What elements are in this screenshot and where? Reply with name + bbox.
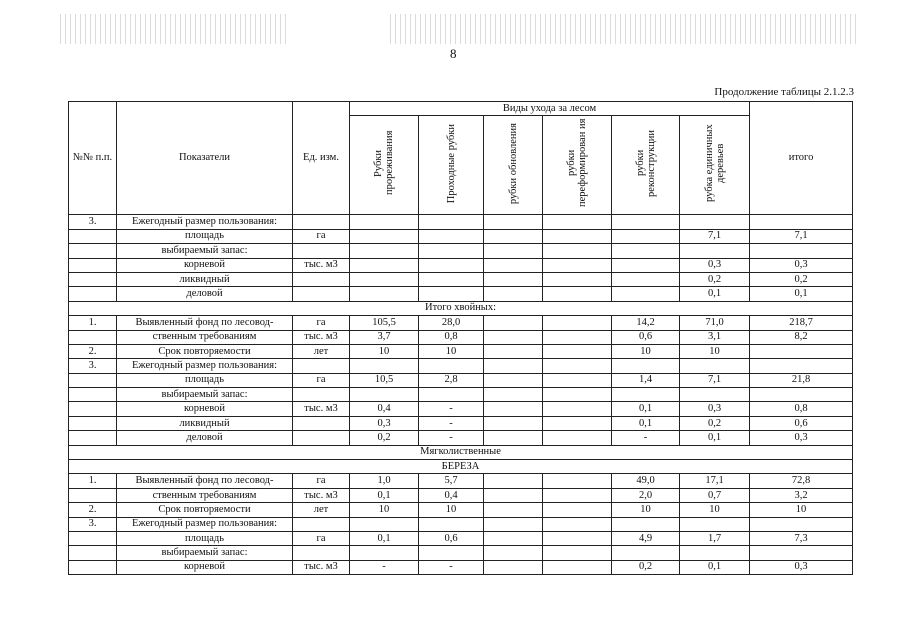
header-indicators: Показатели bbox=[117, 102, 293, 215]
cell-value bbox=[543, 316, 612, 330]
section-title: БЕРЕЗА bbox=[69, 460, 853, 474]
row-unit: га bbox=[293, 316, 350, 330]
table-row bbox=[69, 503, 853, 517]
cell-value bbox=[350, 359, 419, 373]
table-row bbox=[69, 373, 853, 387]
header-col-reformation: рубки переформирован ия bbox=[543, 116, 612, 215]
cell-value bbox=[484, 560, 543, 574]
row-label: корневой bbox=[117, 402, 293, 416]
cell-value bbox=[484, 316, 543, 330]
row-number bbox=[69, 488, 117, 502]
row-label: ликвидный bbox=[117, 416, 293, 430]
row-unit: га bbox=[293, 531, 350, 545]
cell-value bbox=[680, 517, 750, 531]
cell-value bbox=[543, 517, 612, 531]
cell-value: 0,1 bbox=[612, 402, 680, 416]
cell-total: 21,8 bbox=[750, 373, 853, 387]
cell-value bbox=[419, 287, 484, 301]
cell-value: 10 bbox=[612, 503, 680, 517]
row-number: 3. bbox=[69, 359, 117, 373]
table-row bbox=[69, 388, 853, 402]
cell-value bbox=[680, 546, 750, 560]
row-unit: тыс. м3 bbox=[293, 258, 350, 272]
cell-value bbox=[419, 272, 484, 286]
header-col-reconstruction: рубки реконструкции bbox=[612, 116, 680, 215]
row-number bbox=[69, 416, 117, 430]
cell-value: 10 bbox=[350, 503, 419, 517]
section-title: Мягколиственные bbox=[69, 445, 853, 459]
cell-value: 28,0 bbox=[419, 316, 484, 330]
row-unit bbox=[293, 388, 350, 402]
cell-value bbox=[612, 215, 680, 229]
cell-value bbox=[543, 359, 612, 373]
row-number: 1. bbox=[69, 316, 117, 330]
forest-care-table bbox=[68, 101, 853, 575]
cell-value bbox=[543, 546, 612, 560]
cell-total: 10 bbox=[750, 503, 853, 517]
cell-value: 0,7 bbox=[680, 488, 750, 502]
page-number: 8 bbox=[450, 46, 457, 61]
cell-value bbox=[484, 488, 543, 502]
table-row bbox=[69, 402, 853, 416]
table-row bbox=[69, 488, 853, 502]
cell-total: 0,1 bbox=[750, 287, 853, 301]
row-number bbox=[69, 244, 117, 258]
table-row bbox=[69, 258, 853, 272]
scan-noise-left bbox=[60, 14, 290, 44]
cell-value: 0,3 bbox=[680, 258, 750, 272]
table-caption: Продолжение таблицы 2.1.2.3 bbox=[714, 86, 854, 98]
cell-value: - bbox=[419, 402, 484, 416]
cell-value bbox=[543, 272, 612, 286]
cell-total: 0,6 bbox=[750, 416, 853, 430]
cell-value bbox=[350, 215, 419, 229]
cell-value bbox=[612, 258, 680, 272]
cell-total: 7,3 bbox=[750, 531, 853, 545]
cell-total bbox=[750, 344, 853, 358]
cell-value bbox=[484, 330, 543, 344]
cell-value: 0,2 bbox=[680, 272, 750, 286]
cell-value bbox=[419, 258, 484, 272]
cell-value: - bbox=[419, 431, 484, 445]
cell-value bbox=[484, 287, 543, 301]
cell-total: 72,8 bbox=[750, 474, 853, 488]
cell-value: 105,5 bbox=[350, 316, 419, 330]
section-row bbox=[69, 301, 853, 315]
row-label: Ежегодный размер пользования: bbox=[117, 517, 293, 531]
cell-value: 0,1 bbox=[680, 287, 750, 301]
cell-value bbox=[484, 402, 543, 416]
cell-value bbox=[484, 546, 543, 560]
section-row bbox=[69, 460, 853, 474]
cell-value bbox=[484, 244, 543, 258]
cell-value bbox=[419, 388, 484, 402]
cell-value: 1,0 bbox=[350, 474, 419, 488]
cell-value: 0,3 bbox=[680, 402, 750, 416]
row-unit bbox=[293, 272, 350, 286]
cell-value bbox=[543, 474, 612, 488]
cell-value bbox=[350, 244, 419, 258]
row-number: 3. bbox=[69, 517, 117, 531]
cell-value: 0,1 bbox=[350, 531, 419, 545]
cell-total: 3,2 bbox=[750, 488, 853, 502]
header-num: №№ п.п. bbox=[69, 102, 117, 215]
table-row bbox=[69, 287, 853, 301]
table-row bbox=[69, 316, 853, 330]
cell-value: 10 bbox=[680, 344, 750, 358]
cell-value bbox=[484, 215, 543, 229]
table-row bbox=[69, 359, 853, 373]
cell-total: 218,7 bbox=[750, 316, 853, 330]
row-number bbox=[69, 272, 117, 286]
cell-value: 1,4 bbox=[612, 373, 680, 387]
row-unit: тыс. м3 bbox=[293, 488, 350, 502]
row-unit: лет bbox=[293, 503, 350, 517]
cell-value bbox=[543, 488, 612, 502]
cell-value: 10,5 bbox=[350, 373, 419, 387]
row-number bbox=[69, 287, 117, 301]
row-label: корневой bbox=[117, 560, 293, 574]
table-row bbox=[69, 215, 853, 229]
cell-value bbox=[543, 215, 612, 229]
cell-value bbox=[612, 229, 680, 243]
cell-value: 10 bbox=[419, 344, 484, 358]
cell-value: 0,6 bbox=[612, 330, 680, 344]
row-unit: га bbox=[293, 229, 350, 243]
table-row bbox=[69, 560, 853, 574]
header-col-single-trees: рубка единичных деревьев bbox=[680, 116, 750, 215]
cell-value bbox=[612, 546, 680, 560]
cell-value bbox=[484, 359, 543, 373]
cell-value bbox=[612, 287, 680, 301]
cell-value: 71,0 bbox=[680, 316, 750, 330]
row-unit bbox=[293, 546, 350, 560]
cell-value: 0,2 bbox=[612, 560, 680, 574]
row-number: 2. bbox=[69, 344, 117, 358]
cell-value: 17,1 bbox=[680, 474, 750, 488]
cell-value bbox=[484, 373, 543, 387]
cell-value bbox=[419, 517, 484, 531]
row-label: Ежегодный размер пользования: bbox=[117, 215, 293, 229]
cell-value: 3,7 bbox=[350, 330, 419, 344]
row-number bbox=[69, 431, 117, 445]
cell-value bbox=[419, 229, 484, 243]
row-number bbox=[69, 373, 117, 387]
section-title: Итого хвойных: bbox=[69, 301, 853, 315]
cell-value bbox=[484, 517, 543, 531]
table-row bbox=[69, 229, 853, 243]
cell-value: 2,8 bbox=[419, 373, 484, 387]
cell-value bbox=[350, 272, 419, 286]
header-unit: Ед. изм. bbox=[293, 102, 350, 215]
table-row bbox=[69, 344, 853, 358]
cell-value bbox=[419, 244, 484, 258]
row-label: Срок повторяемости bbox=[117, 344, 293, 358]
row-label: ственным требованиям bbox=[117, 488, 293, 502]
row-number: 1. bbox=[69, 474, 117, 488]
row-label: выбираемый запас: bbox=[117, 244, 293, 258]
row-unit: тыс. м3 bbox=[293, 402, 350, 416]
cell-value: 2,0 bbox=[612, 488, 680, 502]
cell-value bbox=[612, 244, 680, 258]
row-label: ликвидный bbox=[117, 272, 293, 286]
cell-value bbox=[543, 416, 612, 430]
row-label: корневой bbox=[117, 258, 293, 272]
row-unit bbox=[293, 416, 350, 430]
row-label: ственным требованиям bbox=[117, 330, 293, 344]
row-number bbox=[69, 531, 117, 545]
cell-total: 7,1 bbox=[750, 229, 853, 243]
row-number bbox=[69, 402, 117, 416]
table-row bbox=[69, 531, 853, 545]
row-number bbox=[69, 330, 117, 344]
cell-value bbox=[543, 287, 612, 301]
cell-value: 10 bbox=[680, 503, 750, 517]
cell-value bbox=[350, 287, 419, 301]
row-unit: тыс. м3 bbox=[293, 330, 350, 344]
cell-value: - bbox=[419, 416, 484, 430]
cell-value bbox=[484, 416, 543, 430]
cell-value: - bbox=[419, 560, 484, 574]
cell-value: 0,4 bbox=[419, 488, 484, 502]
row-label: деловой bbox=[117, 431, 293, 445]
cell-total bbox=[750, 215, 853, 229]
cell-value: 0,2 bbox=[350, 431, 419, 445]
cell-value bbox=[612, 388, 680, 402]
row-unit: лет bbox=[293, 344, 350, 358]
row-number bbox=[69, 560, 117, 574]
row-unit bbox=[293, 359, 350, 373]
row-number bbox=[69, 388, 117, 402]
cell-value: 14,2 bbox=[612, 316, 680, 330]
cell-value bbox=[612, 517, 680, 531]
cell-value bbox=[543, 244, 612, 258]
cell-value: 0,8 bbox=[419, 330, 484, 344]
cell-value bbox=[350, 258, 419, 272]
cell-value bbox=[419, 215, 484, 229]
row-unit bbox=[293, 244, 350, 258]
cell-value bbox=[484, 503, 543, 517]
row-label: Срок повторяемости bbox=[117, 503, 293, 517]
table-row bbox=[69, 431, 853, 445]
cell-value: 49,0 bbox=[612, 474, 680, 488]
cell-value bbox=[680, 244, 750, 258]
row-number: 3. bbox=[69, 215, 117, 229]
cell-value: 5,7 bbox=[419, 474, 484, 488]
row-number bbox=[69, 258, 117, 272]
table-row bbox=[69, 244, 853, 258]
row-label: Выявленный фонд по лесовод- bbox=[117, 474, 293, 488]
row-unit: га bbox=[293, 474, 350, 488]
row-number bbox=[69, 229, 117, 243]
header-col-thinning: Рубки прореживания bbox=[350, 116, 419, 215]
row-unit bbox=[293, 287, 350, 301]
cell-value bbox=[680, 359, 750, 373]
cell-value: 3,1 bbox=[680, 330, 750, 344]
cell-value bbox=[543, 373, 612, 387]
row-unit bbox=[293, 431, 350, 445]
cell-total: 0,3 bbox=[750, 431, 853, 445]
cell-value: 0,1 bbox=[612, 416, 680, 430]
cell-value bbox=[350, 388, 419, 402]
cell-value: 0,1 bbox=[350, 488, 419, 502]
cell-value: 0,4 bbox=[350, 402, 419, 416]
cell-value bbox=[543, 344, 612, 358]
row-label: выбираемый запас: bbox=[117, 546, 293, 560]
cell-value bbox=[543, 560, 612, 574]
row-number: 2. bbox=[69, 503, 117, 517]
section-row bbox=[69, 445, 853, 459]
cell-value bbox=[484, 474, 543, 488]
row-label: выбираемый запас: bbox=[117, 388, 293, 402]
cell-total bbox=[750, 546, 853, 560]
cell-value bbox=[543, 330, 612, 344]
table-row bbox=[69, 517, 853, 531]
row-label: площадь bbox=[117, 229, 293, 243]
cell-total: 0,3 bbox=[750, 258, 853, 272]
cell-total bbox=[750, 517, 853, 531]
header-col-passage: Проходные рубки bbox=[419, 116, 484, 215]
cell-value: 10 bbox=[350, 344, 419, 358]
cell-value bbox=[543, 503, 612, 517]
row-unit bbox=[293, 215, 350, 229]
cell-value: - bbox=[612, 431, 680, 445]
table-row bbox=[69, 330, 853, 344]
cell-value bbox=[543, 258, 612, 272]
cell-value: 10 bbox=[612, 344, 680, 358]
cell-value: 7,1 bbox=[680, 229, 750, 243]
row-label: Выявленный фонд по лесовод- bbox=[117, 316, 293, 330]
table-body bbox=[69, 215, 853, 575]
cell-value bbox=[419, 359, 484, 373]
row-number bbox=[69, 546, 117, 560]
row-label: Ежегодный размер пользования: bbox=[117, 359, 293, 373]
table-row bbox=[69, 272, 853, 286]
table-row bbox=[69, 416, 853, 430]
cell-value bbox=[484, 344, 543, 358]
row-label: площадь bbox=[117, 373, 293, 387]
cell-value bbox=[543, 388, 612, 402]
cell-value bbox=[680, 215, 750, 229]
cell-value bbox=[419, 546, 484, 560]
cell-value bbox=[543, 431, 612, 445]
cell-total bbox=[750, 244, 853, 258]
cell-value bbox=[484, 388, 543, 402]
cell-value: 1,7 bbox=[680, 531, 750, 545]
cell-value bbox=[484, 531, 543, 545]
cell-total bbox=[750, 388, 853, 402]
row-label: деловой bbox=[117, 287, 293, 301]
cell-value bbox=[350, 546, 419, 560]
cell-total: 0,2 bbox=[750, 272, 853, 286]
table-row bbox=[69, 546, 853, 560]
cell-value bbox=[543, 531, 612, 545]
header-total: итого bbox=[750, 102, 853, 215]
row-unit bbox=[293, 517, 350, 531]
scan-noise-right bbox=[390, 14, 860, 44]
cell-value: 0,1 bbox=[680, 431, 750, 445]
cell-value: 0,6 bbox=[419, 531, 484, 545]
cell-total: 0,8 bbox=[750, 402, 853, 416]
cell-value: 0,3 bbox=[350, 416, 419, 430]
cell-value bbox=[680, 388, 750, 402]
cell-value bbox=[612, 272, 680, 286]
cell-value bbox=[350, 229, 419, 243]
cell-value bbox=[350, 517, 419, 531]
row-label: площадь bbox=[117, 531, 293, 545]
cell-value: 0,1 bbox=[680, 560, 750, 574]
cell-value: 7,1 bbox=[680, 373, 750, 387]
row-unit: га bbox=[293, 373, 350, 387]
cell-total: 8,2 bbox=[750, 330, 853, 344]
cell-value: 10 bbox=[419, 503, 484, 517]
cell-total bbox=[750, 359, 853, 373]
table-row bbox=[69, 474, 853, 488]
header-care-types: Виды ухода за лесом bbox=[350, 102, 750, 116]
cell-value bbox=[484, 272, 543, 286]
cell-value: 4,9 bbox=[612, 531, 680, 545]
header-col-renewal: рубки обновления bbox=[484, 116, 543, 215]
row-unit: тыс. м3 bbox=[293, 560, 350, 574]
cell-value bbox=[612, 359, 680, 373]
cell-total: 0,3 bbox=[750, 560, 853, 574]
cell-value bbox=[484, 229, 543, 243]
cell-value bbox=[484, 431, 543, 445]
cell-value: - bbox=[350, 560, 419, 574]
cell-value bbox=[543, 229, 612, 243]
cell-value bbox=[543, 402, 612, 416]
cell-value bbox=[484, 258, 543, 272]
cell-value: 0,2 bbox=[680, 416, 750, 430]
